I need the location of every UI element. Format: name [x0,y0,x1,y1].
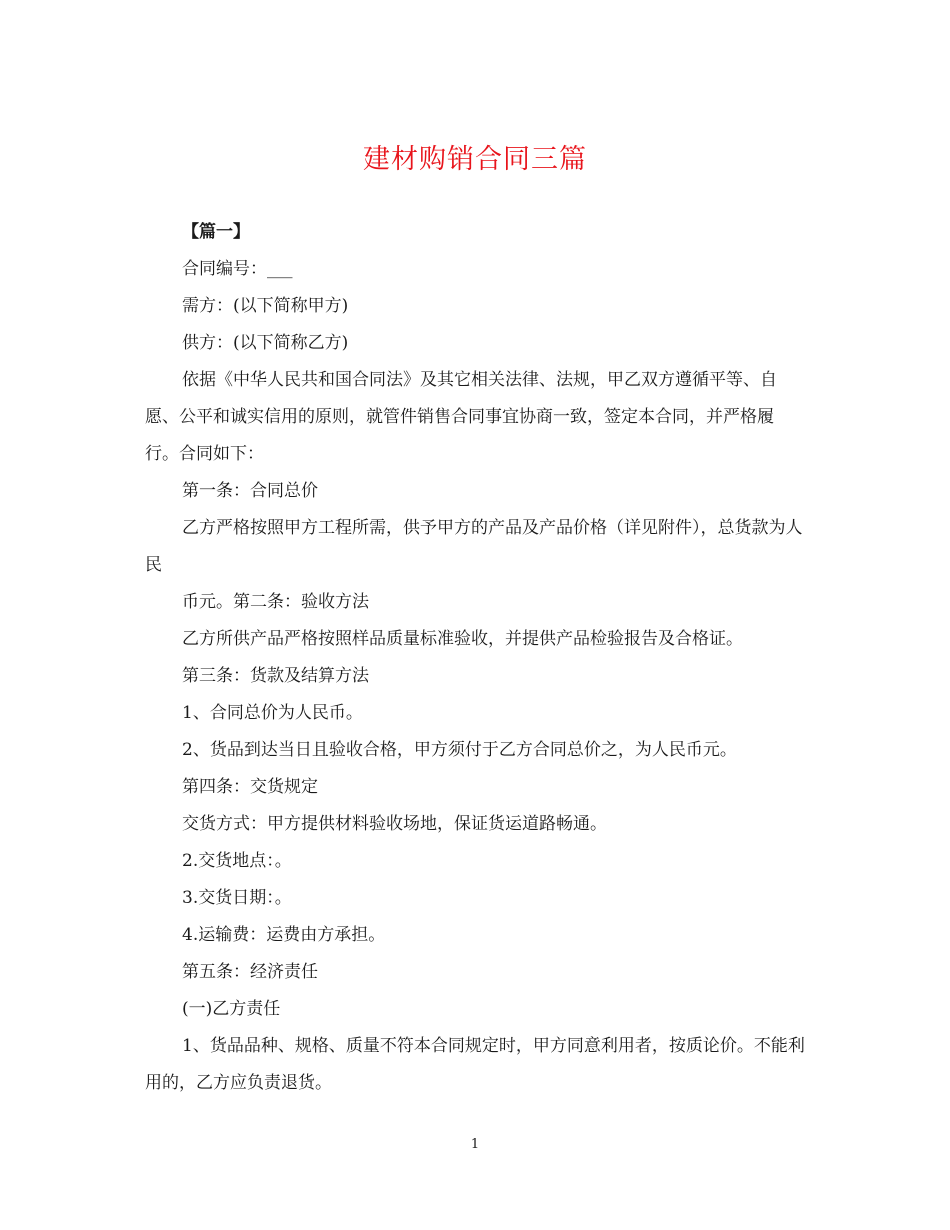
article-5-heading: 第五条：经济责任 [182,962,318,982]
article-4-item-4: 4.运输费：运费由方承担。 [182,925,386,945]
article-4-item-2: 2.交货地点：。 [182,851,292,871]
document-title: 建材购销合同三篇 [363,144,587,175]
article-1-heading: 第一条：合同总价 [182,481,318,501]
article-4-item-3: 3.交货日期：。 [182,888,292,908]
article-3-item-2: 2、货品到达当日且验收合格，甲方须付于乙方合同总价之，为人民币元。 [182,740,737,760]
article-2-heading: 币元。第二条：验收方法 [182,592,369,612]
article-3-heading: 第三条：货款及结算方法 [182,666,369,686]
preamble-paragraph: 依据《中华人民共和国合同法》及其它相关法律、法规，甲乙双方遵循平等、自愿、公平和诚实信用的原则，就管件销售合同事宜协商一致，签定本合同，并严格履行。合同如下： [145,370,777,464]
article-3-item-1: 1、合同总价为人民币。 [182,703,363,723]
page-number: 1 [470,1137,480,1152]
article-1-paragraph: 乙方严格按照甲方工程所需，供予甲方的产品及产品价格（详见附件），总货款为人民 [145,518,803,575]
article-4-heading: 第四条：交货规定 [182,777,318,797]
contract-number-line: 合同编号：___ [182,259,293,279]
buyer-line: 需方：(以下简称甲方) [182,296,349,316]
article-5-subheading: (一)乙方责任 [182,999,281,1019]
article-5-item-1: 1、货品品种、规格、质量不符本合同规定时，甲方同意利用者，按质论价。不能利用的，乙方应负责退货。 [145,1036,805,1093]
article-2-paragraph: 乙方所供产品严格按照样品质量标准验收，并提供产品检验报告及合格证。 [182,629,743,649]
seller-line: 供方：(以下简称乙方) [182,333,349,353]
article-4-delivery-method: 交货方式：甲方提供材料验收场地，保证货运道路畅通。 [182,814,607,834]
section-heading: 【篇一】 [182,222,250,242]
document-body [145,214,805,1102]
